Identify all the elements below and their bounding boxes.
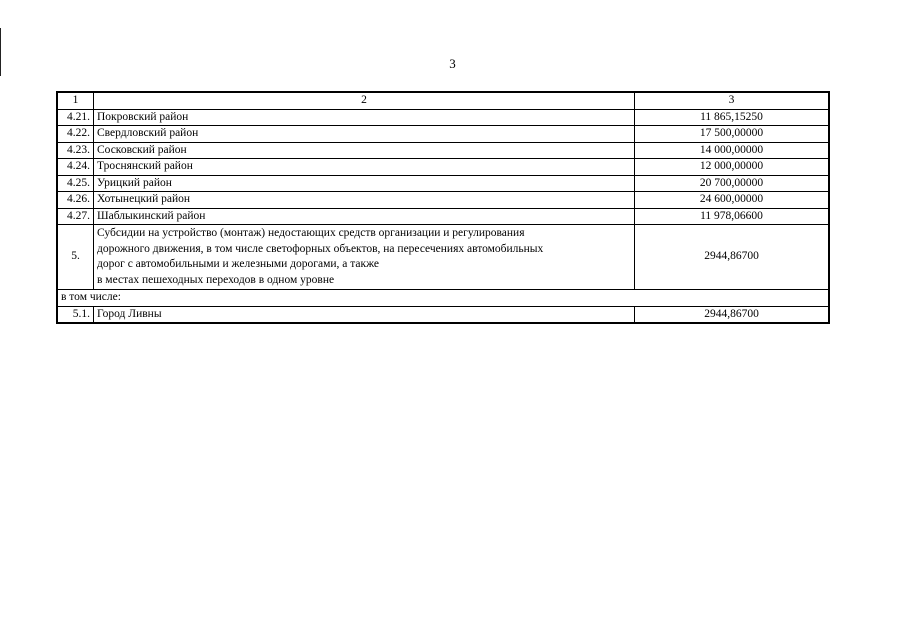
section-5-line-2: дорожного движения, в том числе светофорных объектов, на пересечениях автомобильных — [97, 242, 544, 255]
section-5-line-4: в местах пешеходных переходов в одном уровне — [97, 273, 335, 286]
section-5-value: 2944,86700 — [635, 225, 829, 290]
row-value: 14 000,00000 — [635, 142, 829, 159]
row-name: Покровский район — [94, 109, 635, 126]
section-5-line-1: Субсидии на устройство (монтаж) недостающих средств организации и регулирования — [97, 227, 525, 239]
header-col-2: 2 — [94, 93, 635, 110]
section-5-line-3: дорог с автомобильными и железными дорогами, а также — [97, 258, 380, 270]
row-name: Шаблыкинский район — [94, 208, 635, 225]
row-number: 4.22. — [58, 126, 94, 143]
table-row — [58, 208, 829, 225]
row-value: 17 500,00000 — [635, 126, 829, 143]
table-row — [58, 109, 829, 126]
row-value: 11 865,15250 — [635, 109, 829, 126]
row-value: 12 000,00000 — [635, 159, 829, 176]
row-number: 5.1. — [58, 306, 94, 323]
row-name: Сосковский район — [94, 142, 635, 159]
row-number: 4.24. — [58, 159, 94, 176]
section-5-number: 5. — [58, 225, 94, 290]
row-number: 4.23. — [58, 142, 94, 159]
table-row — [58, 192, 829, 209]
row-value: 11 978,06600 — [635, 208, 829, 225]
section-5-description — [94, 225, 635, 290]
including-row — [58, 290, 829, 307]
row-number: 4.25. — [58, 175, 94, 192]
header-col-1: 1 — [58, 93, 94, 110]
row-number: 4.21. — [58, 109, 94, 126]
header-col-3: 3 — [635, 93, 829, 110]
row-name: Свердловский район — [94, 126, 635, 143]
row-value: 2944,86700 — [635, 306, 829, 323]
budget-table — [57, 92, 829, 323]
row-number: 4.26. — [58, 192, 94, 209]
row-name: Троснянский район — [94, 159, 635, 176]
table-header-row — [58, 93, 829, 110]
table-row — [58, 142, 829, 159]
row-name: Хотынецкий район — [94, 192, 635, 209]
table-row — [58, 175, 829, 192]
section-5-row — [58, 225, 829, 290]
row-value: 24 600,00000 — [635, 192, 829, 209]
table-row — [58, 306, 829, 323]
row-name: Город Ливны — [94, 306, 635, 323]
table-row — [58, 159, 829, 176]
row-number: 4.27. — [58, 208, 94, 225]
page-number: 3 — [449, 56, 456, 71]
table-row — [58, 126, 829, 143]
row-value: 20 700,00000 — [635, 175, 829, 192]
including-label: в том числе: — [58, 290, 829, 307]
row-name: Урицкий район — [94, 175, 635, 192]
